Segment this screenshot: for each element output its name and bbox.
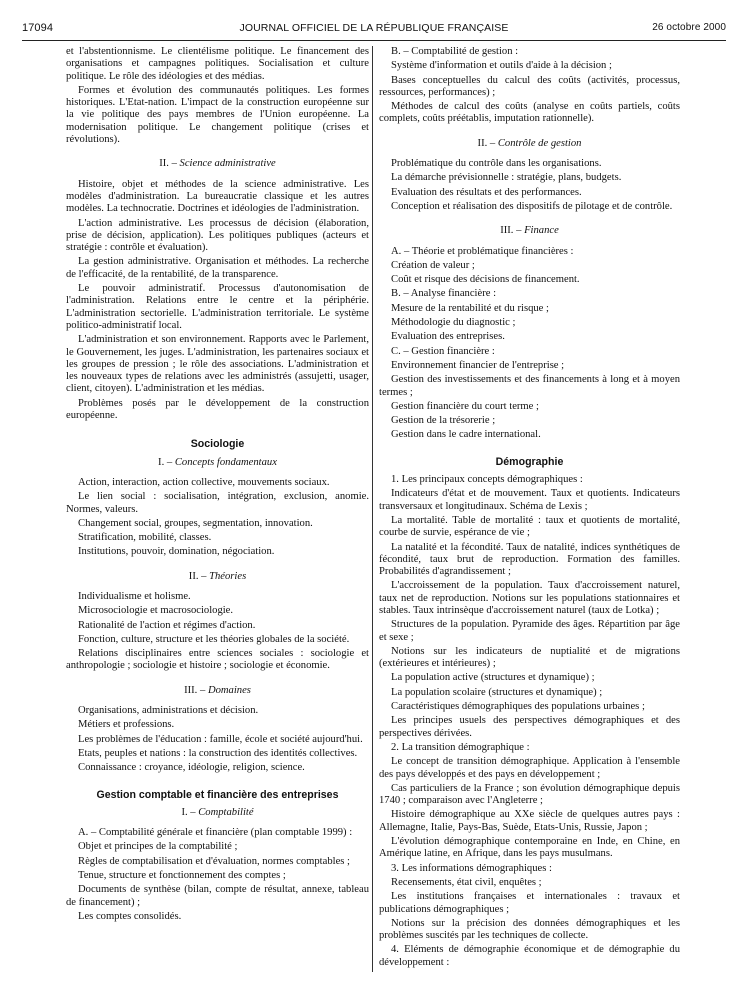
paragraph: Problèmes posés par le développement de la construction européenne.: [66, 397, 369, 422]
column-divider: [372, 46, 373, 972]
heading-title: Théories: [209, 570, 247, 582]
paragraph: 3. Les informations démographiques :: [391, 862, 552, 874]
paragraph: B. – Comptabilité de gestion :: [391, 46, 519, 57]
heading-number: III. –: [500, 225, 522, 237]
section-heading-comptabilite: [66, 807, 369, 819]
paragraph: Recensements, état civil, enquêtes ;: [391, 876, 542, 888]
paragraph: Gestion financière du court terme ;: [391, 400, 539, 412]
heading-title: Domaines: [207, 684, 251, 696]
paragraph: Evaluation des entreprises.: [391, 331, 505, 343]
paragraph: Notions sur les indicateurs de nuptialité et de migrations (extérieures et intérieures) ;: [379, 645, 680, 670]
paragraph: Histoire démographique au XXe siècle de quelques autres pays : Allemagne, Italie, Pays-Bas, Suède, Etats-Unis, Russie, Japon ;: [379, 809, 680, 833]
paragraph: Les institutions françaises et internationales : travaux et publications démographiques ;: [379, 891, 680, 915]
heading-number: I. –: [158, 456, 173, 468]
paragraph: B. – Analyse financière :: [391, 288, 497, 300]
paragraph: Le concept de transition démographique. Application à l'ensemble des pays développés et des pays en développement ;: [379, 756, 680, 780]
heading-number: II. –: [159, 158, 177, 170]
paragraph: Relations disciplinaires entre sciences sociales : sociologie et anthropologie ; sociologie et histoire ; sociologie et économie.: [66, 648, 369, 672]
paragraph: Structures de la population. Pyramide des âges. Répartition par âge et sexe ;: [379, 619, 680, 643]
publication-date: 26 octobre 2000: [652, 22, 726, 33]
paragraph: La population scolaire (structures et dynamique) ;: [391, 686, 603, 698]
paragraph: Etats, peuples et nations : la construction des identités collectives.: [78, 747, 358, 759]
main-heading-gestion: Gestion comptable et financière des entreprises: [96, 788, 339, 801]
paragraph: Objet et principes de la comptabilité ;: [78, 841, 238, 853]
paragraph: Création de valeur ;: [391, 259, 475, 271]
section-heading-science-administrative: [66, 158, 369, 170]
paragraph: Les comptes consolidés.: [78, 910, 182, 922]
paragraph: Gestion de la trésorerie ;: [391, 415, 496, 427]
heading-number: III. –: [184, 684, 206, 696]
paragraph: Changement social, groupes, segmentation, innovation.: [78, 517, 313, 529]
paragraph: Institutions, pouvoir, domination, négociation.: [78, 546, 275, 558]
heading-number: II. –: [477, 137, 496, 149]
paragraph: Organisations, administrations et décision.: [78, 705, 259, 717]
paragraph: Individualisme et holisme.: [78, 590, 191, 602]
paragraph: Evaluation des résultats et des performances.: [391, 186, 582, 198]
paragraph: Mesure de la rentabilité et du risque ;: [391, 302, 549, 314]
paragraph: Le lien social : socialisation, intégration, exclusion, anomie. Normes, valeurs.: [66, 491, 369, 515]
paragraph: Microsociologie et macrosociologie.: [78, 605, 234, 617]
paragraph: Méthodologie du diagnostic ;: [391, 317, 516, 329]
section-heading-finance: [379, 225, 680, 237]
paragraph: Notions sur la précision des données démographiques et les problèmes suscités par les techniques de collecte.: [379, 917, 680, 942]
paragraph: Métiers et professions.: [78, 719, 175, 731]
journal-title: JOURNAL OFFICIEL DE LA RÉPUBLIQUE FRANÇAISE: [239, 22, 509, 34]
paragraph: 4. Eléments de démographie économique et de démographie du développement :: [379, 944, 680, 968]
paragraph: Le pouvoir administratif. Processus d'autonomisation de l'administration. Relations entre le centre et la périphérie. L'administration sectorielle. L'administration territoriale. Le système politico-administratif local.: [66, 283, 369, 331]
heading-title: Science administrative: [179, 158, 276, 170]
paragraph: Caractéristiques démographiques des populations urbaines ;: [391, 701, 645, 713]
heading-number: I. –: [181, 806, 196, 818]
paragraph: Documents de synthèse (bilan, compte de résultat, annexe, tableau de financement) ;: [66, 884, 369, 908]
heading-title: Comptabilité: [198, 806, 254, 818]
paragraph: L'évolution démographique contemporaine en Inde, en Chine, en Amérique latine, en Afrique, dans les pays musulmans.: [379, 836, 680, 860]
paragraph: L'accroissement de la population. Taux d'accroissement naturel, taux net de reproduction. Notions sur les populations stationnaires et stables. Taux intrinsèque d'accroissement naturel (taux de Lotka) ;: [379, 580, 680, 616]
paragraph: Formes et évolution des communautés politiques. Les formes historiques. L'Etat-nation. L'impact de la construction européenne sur la vie politique des pays membres de l'Union européenne. La modernisation politique. Le changement politique (crises et révolutions).: [66, 84, 369, 146]
paragraph: L'action administrative. Les processus de décision (élaboration, prise de décision, application). Les politiques publiques (acteurs et stratégie : contrôle et évaluation).: [66, 217, 369, 254]
paragraph: Problématique du contrôle dans les organisations.: [391, 158, 602, 170]
paragraph: A. – Théorie et problématique financières :: [391, 245, 574, 257]
paragraph: Cas particuliers de la France ; son évolution démographique depuis 1740 ; comparaison avec l'Angleterre ;: [379, 782, 680, 807]
heading-title: Concepts fondamentaux: [174, 456, 277, 468]
paragraph: La démarche prévisionnelle : stratégie, plans, budgets.: [391, 172, 622, 184]
paragraph: A. – Comptabilité générale et financière (plan comptable 1999) :: [78, 827, 353, 839]
section-heading-theories: [66, 571, 369, 583]
paragraph: Environnement financier de l'entreprise ;: [391, 359, 565, 371]
section-heading-domaines: [66, 685, 369, 697]
paragraph: Stratification, mobilité, classes.: [78, 532, 212, 544]
paragraph: Fonction, culture, structure et les théories globales de la société.: [78, 633, 350, 645]
paragraph: L'administration et son environnement. Rapports avec le Parlement, le Gouvernement, les juges. L'administration, les partenaires sociaux et les groupes de pression ; le rôle des associations. L'administration et les nouveaux types de relations avec les administrés (assujetti, usager, client, citoyen). L'administration et les médias.: [66, 334, 369, 395]
paragraph: 1. Les principaux concepts démographiques :: [391, 474, 583, 486]
right-column: [379, 46, 680, 971]
paragraph: Bases conceptuelles du calcul des coûts (activités, processus, ressources, performances) ;: [379, 74, 680, 98]
paragraph: Les problèmes de l'éducation : famille, école et société aujourd'hui.: [78, 733, 363, 745]
paragraph: Coût et risque des décisions de financement.: [391, 274, 580, 286]
paragraph: Rationalité de l'action et régimes d'action.: [78, 619, 256, 631]
paragraph: 2. La transition démographique :: [391, 741, 530, 753]
paragraph: Règles de comptabilisation et d'évaluation, normes comptables ;: [78, 855, 350, 867]
section-heading-controle: [379, 138, 680, 150]
heading-number: II. –: [188, 570, 207, 582]
paragraph: La population active (structures et dynamique) ;: [391, 672, 595, 684]
main-heading-sociologie: Sociologie: [190, 438, 245, 451]
paragraph: Tenue, structure et fonctionnement des comptes ;: [78, 870, 286, 882]
paragraph: Indicateurs d'état et de mouvement. Taux et quotients. Indicateurs transversaux et longitudinaux. Schéma de Lexis ;: [379, 488, 680, 512]
paragraph: Méthodes de calcul des coûts (analyse en coûts partiels, coûts complets, coûts préétablis, imputation rationnelle).: [379, 101, 680, 125]
paragraph: La natalité et la fécondité. Taux de natalité, indices synthétiques de fécondité, taux brut de reproduction. Formation des familles. Probabilités d'agrandissement ;: [379, 541, 680, 578]
heading-title: Contrôle de gestion: [497, 137, 582, 149]
paragraph: La gestion administrative. Organisation et méthodes. La recherche de l'efficacité, de la rentabilité, de la transparence.: [66, 256, 369, 280]
section-heading-concepts: [66, 457, 369, 469]
paragraph: et l'abstentionnisme. Le clientélisme politique. Le financement des organisations et campagnes politiques. Socialisation et culture politique. Le rôle des idéologies et des médias.: [66, 46, 369, 82]
main-heading-demographie: Démographie: [495, 455, 564, 468]
paragraph: Système d'information et outils d'aide à la décision ;: [391, 60, 612, 72]
page-number: 17094: [22, 22, 54, 34]
page-header: [22, 18, 726, 41]
paragraph: Gestion des investissements et des financements à long et à moyen termes ;: [379, 374, 680, 398]
paragraph: La mortalité. Table de mortalité : taux et quotients de mortalité, courbe de survie, espérance de vie ;: [379, 514, 680, 539]
paragraph: Gestion dans le cadre international.: [391, 429, 541, 441]
paragraph: Conception et réalisation des dispositifs de pilotage et de contrôle.: [391, 200, 673, 212]
paragraph: Connaissance : croyance, idéologie, religion, science.: [78, 762, 305, 774]
paragraph: Histoire, objet et méthodes de la science administrative. Les modèles d'administration. La bureaucratie classique et les autres modèles. La technocratie. Doctrines et idéologies de l'administration.: [66, 178, 369, 215]
heading-title: Finance: [524, 225, 559, 237]
paragraph: Action, interaction, action collective, mouvements sociaux.: [78, 476, 330, 488]
left-column: [66, 46, 369, 925]
paragraph: Les principes usuels des perspectives démographiques et des perspectives dérivées.: [379, 715, 680, 739]
paragraph: C. – Gestion financière :: [391, 345, 495, 357]
